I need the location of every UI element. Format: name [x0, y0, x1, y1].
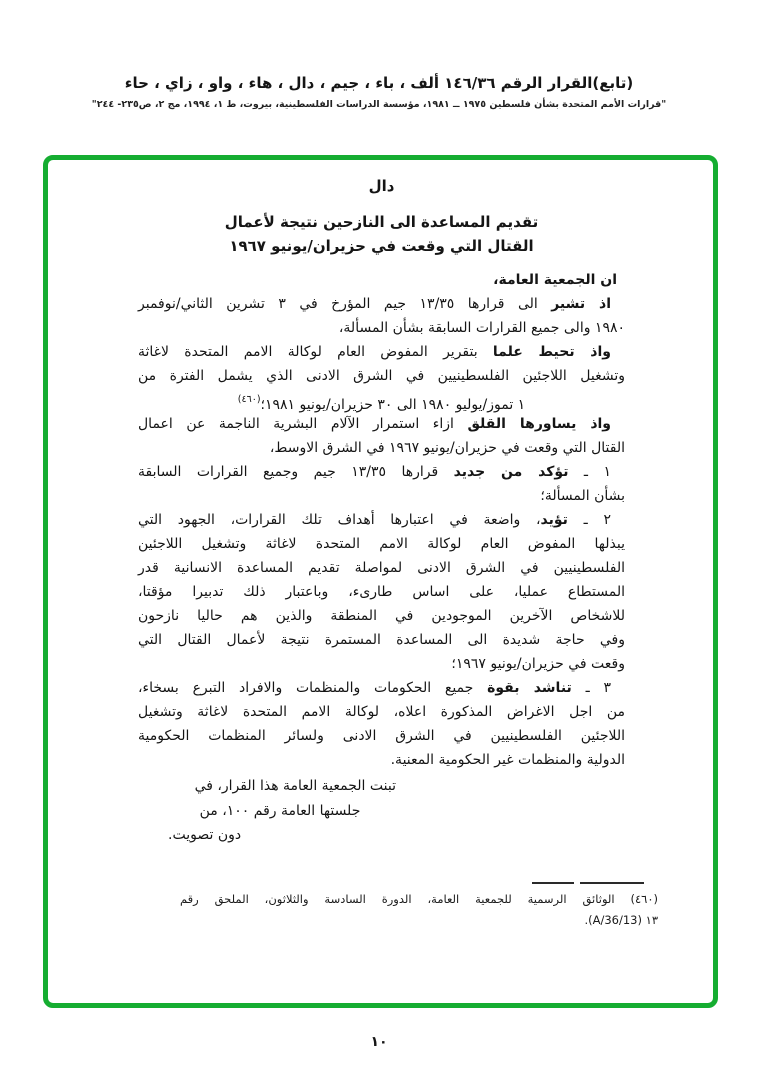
text-line: المستطاع عمليا، على اساس طارىء، وباعتبار ذلك تدبيرا مؤقتا، — [138, 584, 625, 600]
text-line: وفي حاجة شديدة الى المساعدة المستمرة نتيجة لأعمال القتال التي — [138, 632, 625, 648]
footnote-rule — [180, 882, 644, 884]
footnote — [180, 882, 658, 931]
text-line: بشأن المسألة؛ — [540, 488, 625, 504]
resolution-title — [138, 210, 625, 258]
resolution-body — [138, 268, 625, 772]
text-line: من اجل الاغراض المذكورة اعلاه، لوكالة الامم المتحدة لاغاثة وتشغيل — [138, 704, 625, 720]
text-line: ١ ـ تؤكد من جديد قرارها ١٣/٣٥ جيم وجميع القرارات السابقة — [138, 464, 611, 480]
text-line: اللاجئين الفلسطينيين في الشرق الادنى ولسائر المنظمات الحكومية — [138, 728, 625, 744]
text-line: الفلسطينيين في الشرق الادنى لمواصلة تقديم المساعدة الانسانية قدر — [138, 560, 625, 576]
text-line: ١٩٨٠ والى جميع القرارات السابقة بشأن المسألة، — [338, 320, 625, 336]
resolution-frame — [43, 155, 718, 1008]
footnote-line: ١٣ (A/36/13). — [584, 912, 658, 927]
text-line: يبذلها المفوض العام لوكالة الامم المتحدة لاغاثة وتشغيل اللاجئين — [138, 536, 625, 552]
resolution-title-line: تقديم المساعدة الى النازحين نتيجة لأعمال — [224, 213, 539, 231]
text-line: ٢ ـ تؤيد، واضعة في اعتبارها أهداف تلك القرارات، الجهود التي — [138, 512, 611, 528]
text-line: ان الجمعية العامة، — [493, 272, 617, 288]
footnote-line: (٤٦٠) الوثائق الرسمية للجمعية العامة، الدورة السادسة والثلاثون، الملحق رقم — [180, 891, 658, 906]
text-line: القتال التي وقعت في حزيران/يونيو ١٩٦٧ في الشرق الاوسط، — [269, 440, 625, 456]
text-line: وقعت في حزيران/يونيو ١٩٦٧؛ — [451, 656, 625, 672]
adoption-note — [164, 774, 396, 848]
page-header — [0, 74, 758, 110]
footnote-rule-segment — [580, 882, 644, 884]
text-line: وتشغيل اللاجئين الفلسطينيين في الشرق الادنى الذي يشمل الفترة من — [138, 368, 625, 384]
text-line: للاشخاص الآخرين الموجودين في المنطقة والذين هم حاليا نازحون — [138, 608, 625, 624]
adoption-line: دون تصويت. — [168, 827, 242, 843]
text-line: ٣ ـ تناشد بقوة جميع الحكومات والمنظمات والافراد التبرع بسخاء، — [138, 680, 611, 696]
footnote-rule-segment — [532, 882, 574, 884]
adoption-line: تبنت الجمعية العامة هذا القرار، في — [194, 778, 396, 794]
text-line: اذ تشير الى قرارها ١٣/٣٥ جيم المؤرخ في ٣ تشرين الثاني/نوفمبر — [138, 296, 612, 312]
header-source-citation: "قرارات الأمم المتحدة بشأن فلسطين ١٩٧٥ ــ ١٩٨١، مؤسسة الدراسات الفلسطينية، بيروت، ط ١، ١٩٩٤، مج ٢، ص٢٣٥- ٢٤٤" — [91, 99, 667, 110]
header-resolution-title: (تابع)القرار الرقم ١٤٦/٣٦ ألف ، باء ، جيم ، دال ، هاء ، واو ، زاي ، حاء — [124, 74, 634, 92]
text-line: واذ يساورها القلق ازاء استمرار الآلام البشرية الناجمة عن اعمال — [138, 416, 612, 432]
page-number: ١٠ — [370, 1034, 388, 1050]
footnote-reference-mark: (٤٦٠) — [237, 394, 261, 405]
section-letter: دال — [368, 177, 395, 195]
adoption-line: جلستها العامة رقم ١٠٠، من — [199, 802, 361, 819]
text-line: ١ تموز/يوليو ١٩٨٠ الى ٣٠ حزيران/يونيو ١٩٨١؛$^{(٤٦٠)}$ — [237, 394, 526, 413]
text-line: الدولية والمنظمات غير الحكومية المعنية. — [390, 752, 625, 768]
resolution-title-line: القتال التي وقعت في حزيران/يونيو ١٩٦٧ — [229, 237, 534, 255]
text-line: واذ تحيط علما بتقرير المفوض العام لوكالة الامم المتحدة لاغاثة — [138, 344, 611, 360]
